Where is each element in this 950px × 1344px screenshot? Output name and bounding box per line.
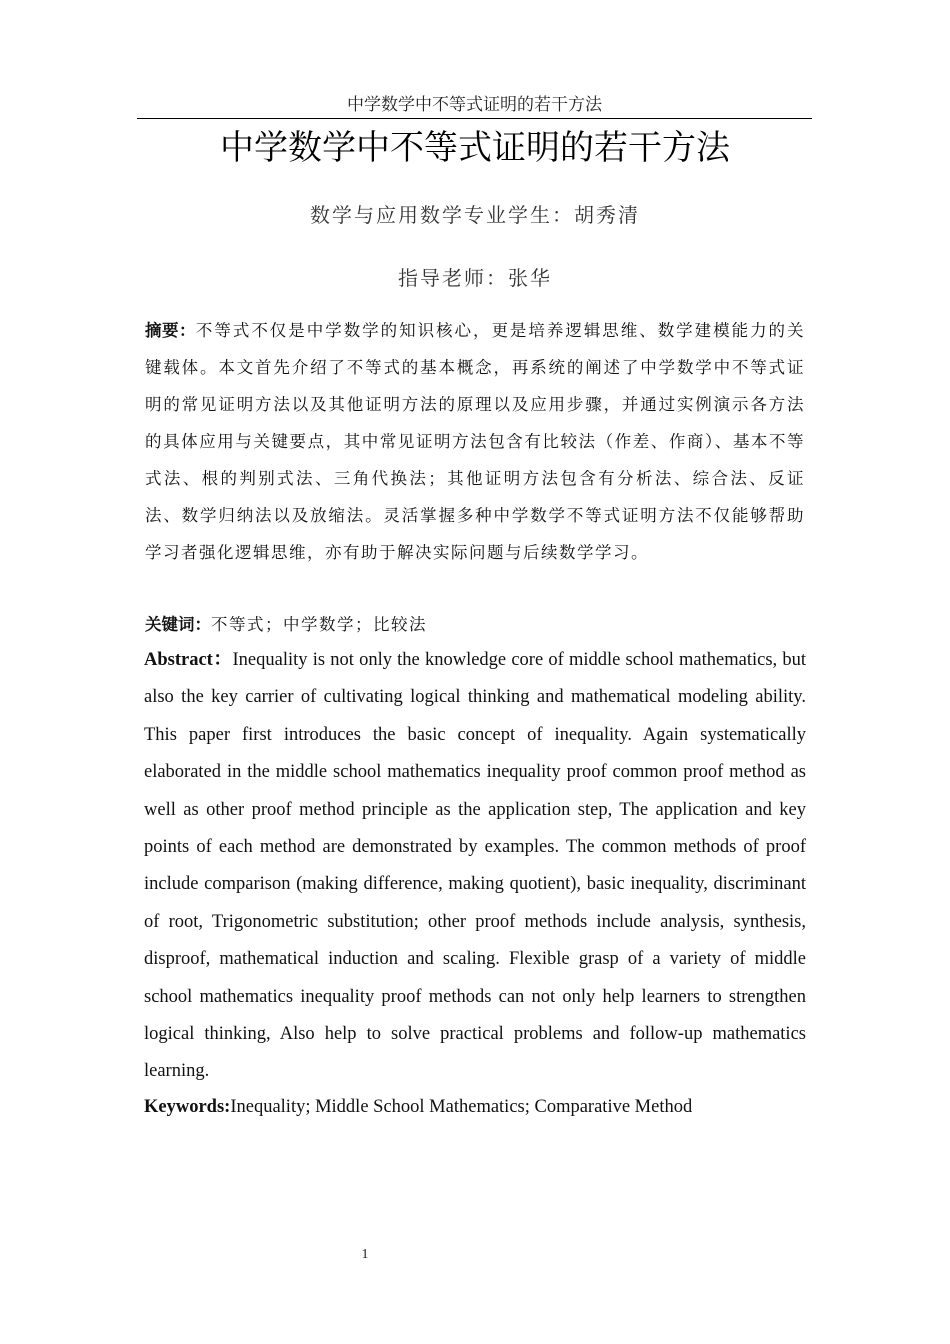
abstract-chinese-text: 不等式不仅是中学数学的知识核心，更是培养逻辑思维、数学建模能力的关键载体。本文首先介绍了不等式的基本概念，再系统的阐述了中学数学中不等式证明的常见证明方法以及其他证明方法的原理以及应用步骤，并通过实例演示各方法的具体应用与关键要点，其中常见证明方法包含有比较法（作差、作商）、基本不等式法、根的判别式法、三角代换法；其他证明方法包含有分析法、综合法、反证法、数学归纳法以及放缩法。灵活掌握多种中学数学不等式证明方法不仅能够帮助学习者强化逻辑思维，亦有助于解决实际问题与后续数学学习。	[145, 321, 806, 562]
abstract-chinese-label: 摘要：	[145, 321, 196, 340]
keywords-english-text: Inequality; Middle School Mathematics; Comparative Method	[230, 1097, 693, 1117]
header-rule	[137, 118, 812, 119]
paper-title: 中学数学中不等式证明的若干方法	[220, 128, 730, 168]
keywords-english-label: Keywords:	[144, 1097, 231, 1117]
advisor-line: 指导老师：张华	[398, 266, 552, 290]
abstract-english-label: Abstract：	[144, 650, 233, 670]
keywords-chinese-label: 关键词：	[145, 615, 211, 634]
author-line: 数学与应用数学专业学生：胡秀清	[310, 203, 640, 227]
keywords-chinese	[145, 608, 805, 642]
abstract-english	[144, 642, 806, 1091]
keywords-english	[144, 1090, 806, 1124]
keywords-chinese-text: 不等式；中学数学；比较法	[211, 615, 427, 634]
abstract-english-text: Inequality is not only the knowledge core of middle school mathematics, but also the key carrier of cultivating logical thinking and mathematical modeling ability. This paper first introduces the basic concept of inequality. Again systematically elaborated in the middle school mathematics inequality proof common proof method as well as other proof method principle as the application step, The application and key points of each method are demonstrated by examples. The common methods of proof include comparison (making difference, making quotient), basic inequality, discriminant of root, Trigonometric substitution; other proof methods include analysis, synthesis, disproof, mathematical induction and scaling. Flexible grasp of a variety of middle school mathematics inequality proof methods can not only help learners to strengthen logical thinking, Also help to solve practical problems and follow-up mathematics learning.	[144, 650, 806, 1082]
running-header: 中学数学中不等式证明的若干方法	[347, 95, 602, 115]
page-number: 1	[361, 1247, 369, 1262]
abstract-chinese	[145, 312, 805, 571]
